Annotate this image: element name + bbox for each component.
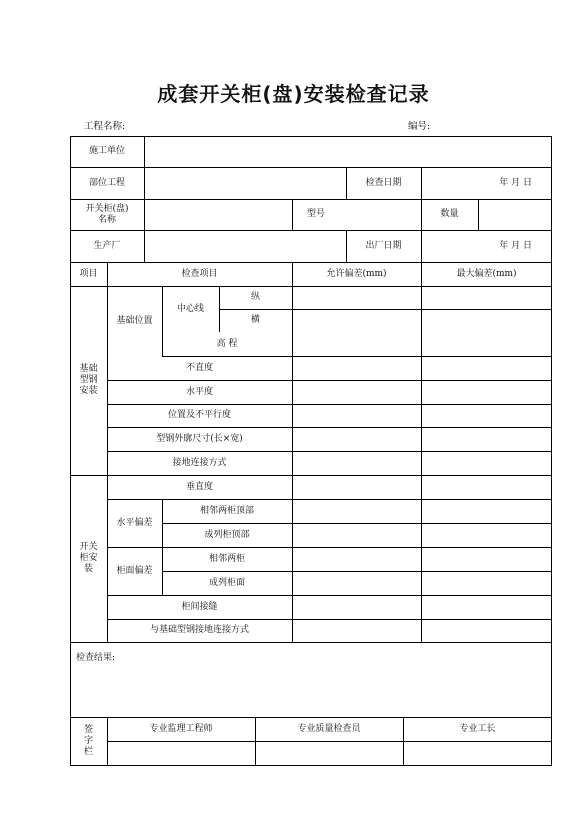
construction-unit-label: 施工单位 [88,146,125,156]
check-date-label: 检查日期 [365,177,402,188]
col-item: 项目 [79,268,98,279]
construction-unit-field[interactable] [144,136,552,167]
straightness-label: 不直度 [185,362,213,373]
grounding-label: 接地连接方式 [172,457,227,468]
outline-size-label: 型钢外廓尺寸(长×宽) [156,433,243,444]
verticality-label: 垂直度 [185,481,213,492]
location-label: 部位工程 [88,177,125,188]
base-position-label: 基础位置 [116,315,153,326]
location-field[interactable] [144,167,346,199]
col-allowed-deviation: 允许偏差(mm) [326,268,387,279]
row-top-label: 成列柜顶部 [204,529,250,540]
manufacturer-field[interactable] [144,230,346,262]
model-field[interactable] [340,199,421,230]
check-date-field[interactable]: 年 月 日 [499,177,532,188]
center-line-label: 中心线 [176,303,204,314]
col-check-item: 检查项目 [181,268,218,279]
elevation-label: 高 程 [216,338,238,349]
horizontal-deviation-label: 水平偏差 [116,517,153,528]
horizontal-label: 横 [250,315,260,325]
signature-label: 签 字 栏 [83,725,93,757]
cabinet-name-field[interactable] [144,199,292,230]
adjacent-label: 相邻两柜 [208,553,245,564]
quantity-field[interactable] [478,199,552,230]
inspection-form-table [70,136,552,766]
inspector-label: 专业质量检查员 [297,723,361,734]
manufacturer-label: 生产厂 [93,240,121,251]
supervisor-label: 专业监理工程师 [149,723,213,734]
row-surface-label: 成列柜面 [208,577,245,588]
steel-grounding-label: 与基础型钢接地连接方式 [149,625,249,635]
surface-deviation-label: 柜面偏差 [116,565,153,576]
adjacent-top-label: 相邻两柜顶部 [199,505,254,516]
project-name-label: 工程名称: [84,121,126,132]
gap-label: 柜间接缝 [181,601,218,612]
section-base-steel-label: 基础 型钢 安装 [79,364,98,396]
col-max-deviation: 最大偏差(mm) [456,268,517,279]
results-label: 检查结果: [76,653,116,663]
model-label: 型号 [306,209,325,219]
position-parallelism-label: 位置及不平行度 [167,410,231,420]
page-title: 成套开关柜(盘)安装检查记录 [157,82,430,106]
factory-date-field[interactable]: 年 月 日 [499,240,532,251]
vertical-label: 纵 [250,292,260,302]
section-cabinet-install-label: 开关 柜安 装 [79,542,98,574]
levelness-label: 水平度 [185,386,213,397]
cabinet-name-label: 开关柜(盘) 名称 [85,203,129,225]
factory-date-label: 出厂日期 [365,240,402,251]
quantity-label: 数量 [440,209,459,219]
number-label: 编号: [408,121,431,132]
foreman-label: 专业工长 [459,723,496,734]
